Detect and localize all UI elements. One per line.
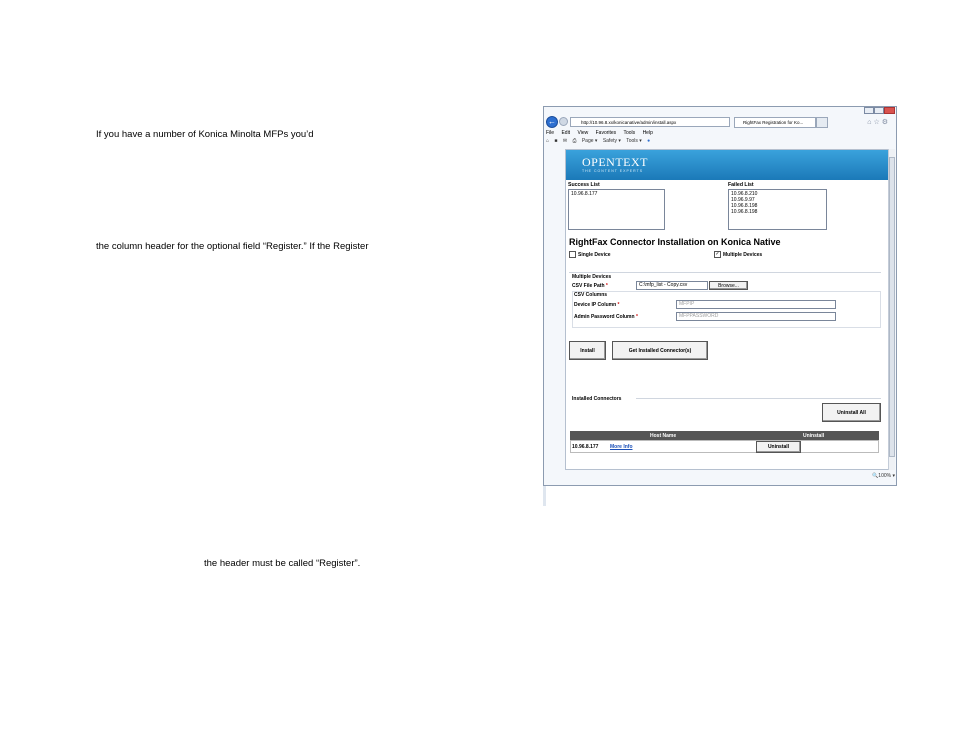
feeds-cmd-icon[interactable]: ■ xyxy=(554,138,558,144)
zoom-level[interactable]: 100% xyxy=(878,473,892,479)
column-header-uninstall: Uninstall xyxy=(803,433,825,439)
page-content xyxy=(565,149,889,470)
list-item[interactable]: 10.96.9.97 xyxy=(731,197,755,203)
back-arrow-icon[interactable]: ← xyxy=(548,117,556,126)
get-installed-connectors-button[interactable]: Get Installed Connector(s) xyxy=(612,341,708,360)
menu-bar xyxy=(546,130,659,138)
menu-file[interactable]: File xyxy=(546,130,555,136)
help-cmd-icon[interactable]: ● xyxy=(647,138,651,144)
doc-line-1: If you have a number of Konica Minolta MFPs you’d xyxy=(96,129,314,140)
success-list[interactable] xyxy=(568,189,665,230)
star-icon[interactable]: ☆ xyxy=(873,119,882,126)
menu-help[interactable]: Help xyxy=(642,130,653,136)
mail-cmd-icon[interactable]: ✉ xyxy=(562,138,568,144)
device-ip-input[interactable]: MFPIP xyxy=(676,300,836,309)
divider xyxy=(636,398,881,399)
failed-list[interactable] xyxy=(728,189,827,230)
opentext-logo: OPENTEXT xyxy=(582,155,648,169)
csv-path-label: CSV File Path * xyxy=(572,283,608,289)
list-item[interactable]: 10.96.8.198 xyxy=(731,203,758,209)
browser-tab[interactable]: RightFax Registration for Ko... xyxy=(734,117,816,128)
page-menu[interactable]: Page ▾ xyxy=(581,138,598,144)
gear-icon[interactable]: ⚙ xyxy=(881,119,890,126)
csv-columns-label: CSV Columns xyxy=(574,292,608,298)
menu-favorites[interactable]: Favorites xyxy=(595,130,617,136)
multiple-devices-section-title: Multiple Devices xyxy=(572,274,612,280)
admin-password-label: Admin Password Column * xyxy=(574,314,638,320)
maximize-icon[interactable] xyxy=(874,107,884,114)
host-name-cell: 10.96.8.177 xyxy=(572,444,599,450)
home-cmd-icon[interactable]: ⌂ xyxy=(546,138,550,144)
zoom-icon: 🔍 xyxy=(872,473,879,479)
more-info-link[interactable]: More Info xyxy=(610,444,633,450)
multiple-devices-checkbox[interactable]: ✓ xyxy=(715,251,720,257)
list-item[interactable]: 10.96.8.177 xyxy=(571,191,598,197)
uninstall-all-button[interactable]: Uninstall All xyxy=(822,403,881,422)
success-list-label: Success List xyxy=(568,182,600,188)
connectors-table-header xyxy=(570,431,879,440)
list-item[interactable]: 10.96.8.210 xyxy=(731,191,758,197)
safety-menu[interactable]: Safety ▾ xyxy=(602,138,621,144)
admin-password-input[interactable]: MFPPASSWORD xyxy=(676,312,836,321)
install-button[interactable]: Install xyxy=(569,341,606,360)
command-bar xyxy=(546,138,654,147)
forward-arrow-icon[interactable] xyxy=(559,117,568,126)
url-input[interactable]: http://10.96.8.xx/konicanative/admin/install.aspx xyxy=(570,117,730,127)
menu-tools[interactable]: Tools xyxy=(623,130,636,136)
doc-line-3: the header must be called “Register”. xyxy=(204,558,361,569)
logo-tagline: THE CONTENT EXPERTS xyxy=(582,169,644,173)
uninstall-button[interactable]: Uninstall xyxy=(756,441,801,453)
status-bar: 🔍100% ▾ xyxy=(872,473,895,479)
page-title: RightFax Connector Installation on Konica Native xyxy=(569,237,781,247)
single-device-checkbox[interactable] xyxy=(569,251,576,258)
vertical-scrollbar[interactable] xyxy=(888,149,895,470)
menu-view[interactable]: View xyxy=(577,130,589,136)
new-tab-button[interactable] xyxy=(816,117,828,128)
doc-line-2: the column header for the optional field “Register.” If the Register xyxy=(96,241,369,252)
browser-window xyxy=(543,106,897,486)
header-banner xyxy=(566,150,888,180)
column-header-host: Host Name xyxy=(650,433,677,439)
csv-path-input[interactable]: C:\mfp_list - Copy.csv xyxy=(636,281,708,290)
title-bar xyxy=(544,107,896,115)
single-device-label: Single Device xyxy=(578,252,611,258)
minimize-icon[interactable] xyxy=(864,107,874,114)
browse-button[interactable]: Browse... xyxy=(709,281,748,290)
menu-edit[interactable]: Edit xyxy=(561,130,571,136)
device-ip-label: Device IP Column * xyxy=(574,302,620,308)
close-icon[interactable] xyxy=(884,107,895,114)
multiple-devices-label: Multiple Devices xyxy=(723,252,763,258)
scrollbar-thumb[interactable] xyxy=(889,157,895,457)
failed-list-label: Failed List xyxy=(728,182,754,188)
list-item[interactable]: 10.96.8.198 xyxy=(731,209,758,215)
table-row xyxy=(570,440,879,453)
csv-columns-fieldset xyxy=(572,291,881,328)
installed-connectors-label: Installed Connectors xyxy=(572,396,622,402)
address-bar xyxy=(544,115,896,130)
divider xyxy=(569,272,881,273)
tools-menu[interactable]: Tools ▾ xyxy=(626,138,642,144)
print-cmd-icon[interactable]: ⎙ xyxy=(572,138,577,144)
home-icon[interactable]: ⌂ xyxy=(867,119,874,126)
toolbar-icons xyxy=(867,118,890,126)
